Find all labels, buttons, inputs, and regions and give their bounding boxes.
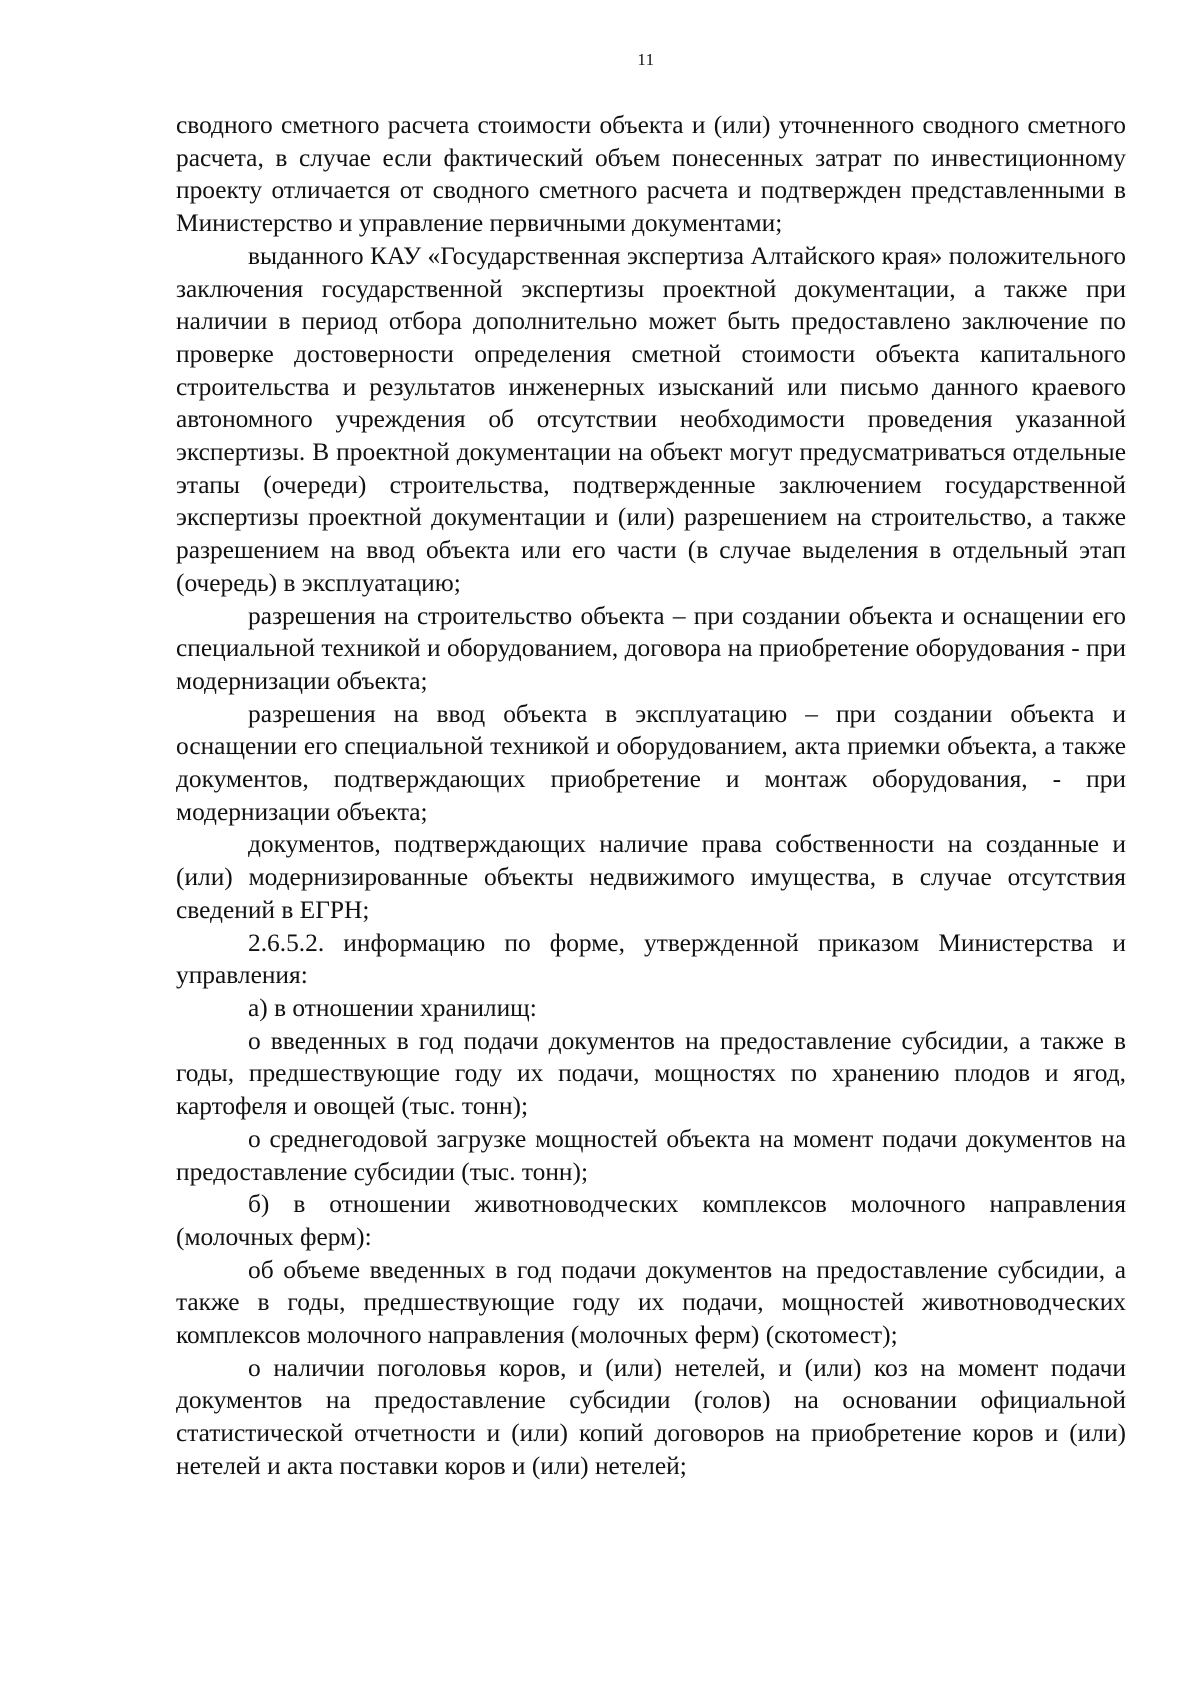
- page-number: 11: [637, 50, 655, 69]
- paragraph-livestock-count: о наличии поголовья коров, и (или) нетелей, и (или) коз на момент подачи документов на предоставление субсидии (голов) на основании официальной статистической отчетности и (или) копий договоров на приобретение коров и (или) нетелей и акта поставки коров и (или) нетелей;: [176, 1353, 1126, 1480]
- paragraph-storage-capacity: о введенных в год подачи документов на предоставление субсидии, а также в годы, предшествующие году их подачи, мощностях по хранению плодов и ягод, картофеля и овощей (тыс. тонн);: [176, 1026, 1126, 1121]
- paragraph-storage-load: о среднегодовой загрузке мощностей объекта на момент подачи документов на предоставление субсидии (тыс. тонн);: [176, 1124, 1126, 1186]
- paragraph-clause-2-6-5-2: 2.6.5.2. информацию по форме, утвержденной приказом Министерства и управления:: [176, 928, 1126, 990]
- paragraph-ownership-documents: документов, подтверждающих наличие права собственности на созданные и (или) модернизированные объекты недвижимого имущества, в случае отсутствия сведений в ЕГРН;: [176, 830, 1126, 924]
- paragraph-storage-heading: а) в отношении хранилищ:: [248, 993, 537, 1022]
- paragraph-dairy-capacity: об объеме введенных в год подачи документов на предоставление субсидии, а также в годы, предшествующие году их подачи, мощностей животноводческих комплексов молочного направления (молочных ферм) (скотомест);: [176, 1255, 1126, 1350]
- document-body: [176, 109, 1126, 1483]
- paragraph-commissioning-permit: разрешения на ввод объекта в эксплуатацию – при создании объекта и оснащении его специальной техникой и оборудованием, акта приемки объекта, а также документов, подтверждающих приобретение и монтаж оборудования, - при модернизации объекта;: [176, 699, 1126, 826]
- paragraph-summary-estimate: сводного сметного расчета стоимости объекта и (или) уточненного сводного сметного расчета, в случае если фактический объем понесенных затрат по инвестиционному проекту отличается от сводного сметного расчета и подтвержден представленными в Министерство и управление первичными документами;: [176, 111, 1126, 238]
- paragraph-construction-permit: разрешения на строительство объекта – при создании объекта и оснащении его специальной техникой и оборудованием, договора на приобретение оборудования - при модернизации объекта;: [176, 601, 1126, 695]
- paragraph-state-expertise: выданного КАУ «Государственная экспертиза Алтайского края» положительного заключения государственной экспертизы проектной документации, а также при наличии в период отбора дополнительно может быть предоставлено заключение по проверке достоверности определения сметной стоимости объекта капитального строительства и результатов инженерных изысканий или письмо данного краевого автономного учреждения об отсутствии необходимости проведения указанной экспертизы. В проектной документации на объект могут предусматриваться отдельные этапы (очереди) строительства, подтвержденные заключением государственной экспертизы проектной документации и (или) разрешением на строительство, а также разрешением на ввод объекта или его части (в случае выделения в отдельный этап (очередь) в эксплуатацию;: [176, 241, 1126, 597]
- paragraph-dairy-heading: б) в отношении животноводческих комплексов молочного направления (молочных ферм):: [176, 1190, 1126, 1251]
